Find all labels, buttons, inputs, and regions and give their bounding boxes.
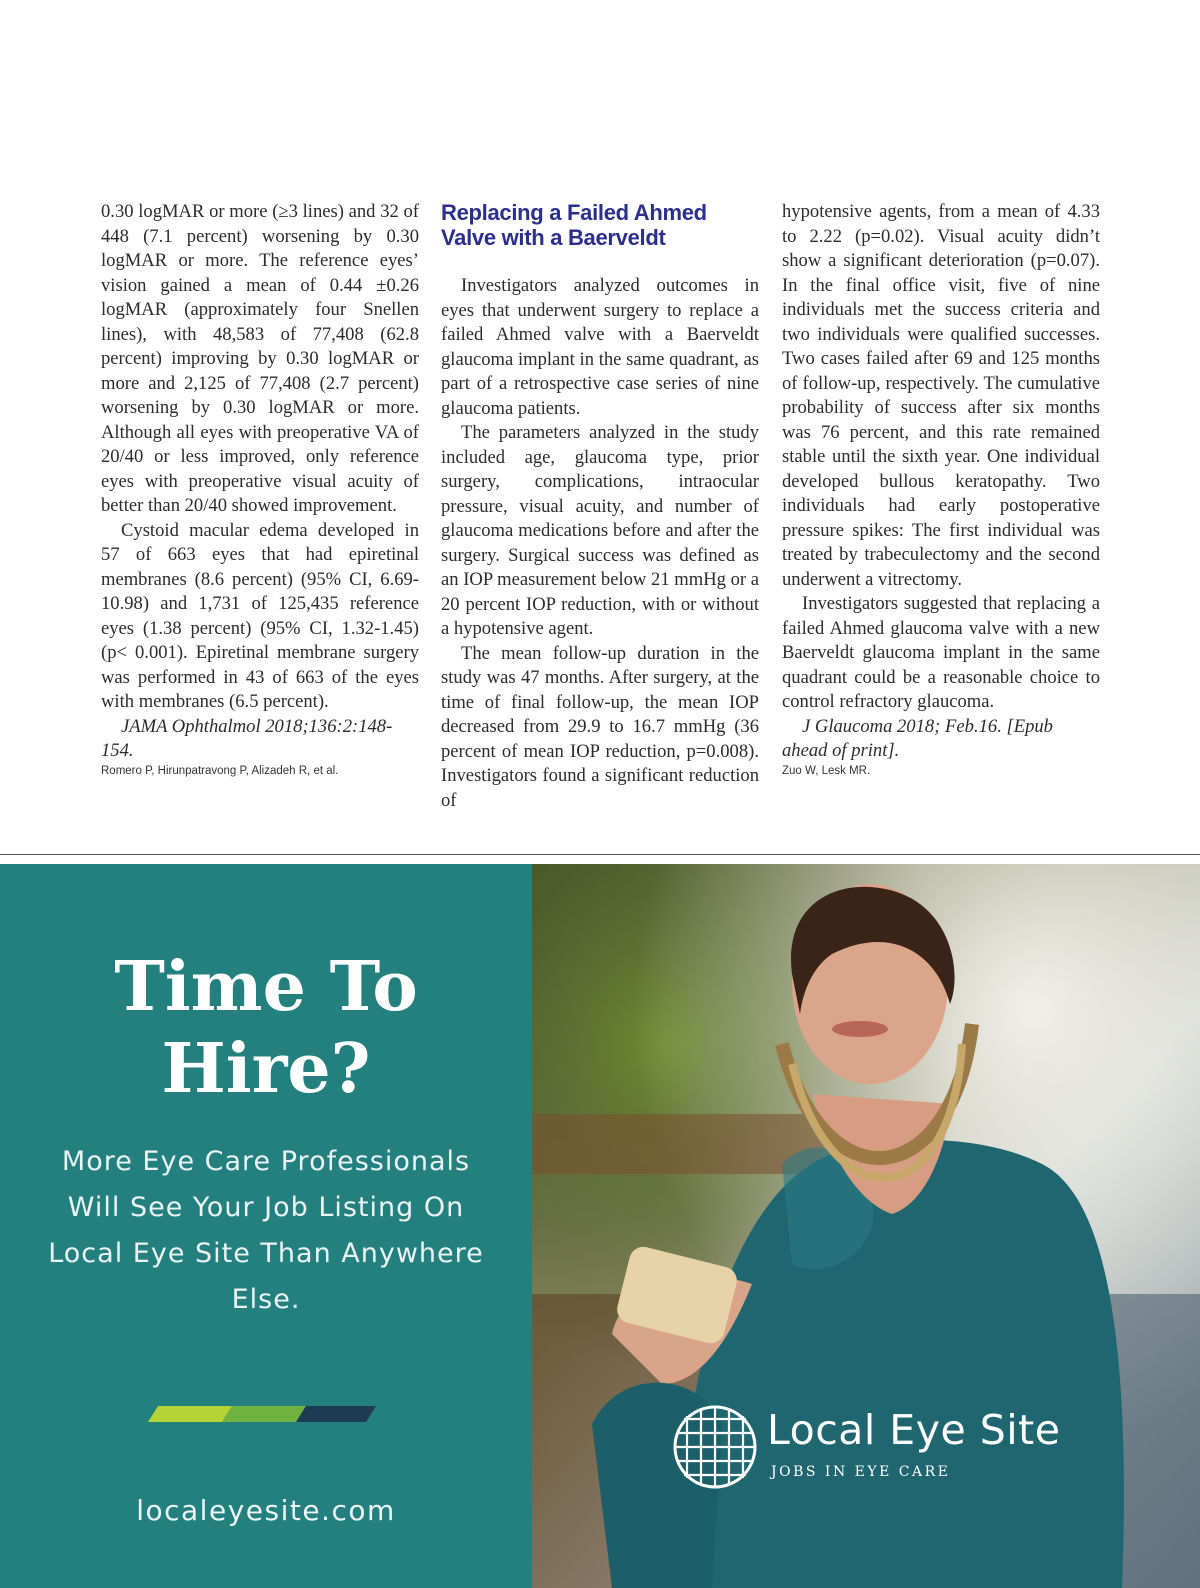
article2-authors: Zuo W, Lesk MR. (782, 764, 871, 777)
article2-headline: Replacing a Failed Ahmed Valve with a Baerveldt (441, 200, 707, 250)
article1-authors: Romero P, Hirunpatravong P, Alizadeh R, et al. (101, 764, 339, 777)
article-column-1 (101, 200, 419, 778)
local-eye-site-logo[interactable] (672, 1404, 1092, 1504)
logo-wordmark: Local Eye Site (767, 1406, 1061, 1454)
article1-citation: JAMA Ophthalmol 2018;136:2:148-154. (101, 715, 393, 761)
ad-heading-line: Time To (114, 947, 418, 1027)
stripe-mid (222, 1406, 306, 1422)
ad-body-text: More Eye Care Professionals Will See Your Job Listing On Local Eye Site Than Anywhere Else. (48, 1146, 484, 1315)
article2-paragraph: The mean follow-up duration in the study was 47 months. After surgery, at the time of final follow-up, the mean IOP decreased from 29.9 to 16.7 mmHg (36 percent of mean IOP reduction, p=0.008). Investigators found a significant reduction of (441, 642, 759, 811)
ad-website-link[interactable]: localeyesite.com (136, 1494, 396, 1527)
ad-text-panel (0, 864, 532, 1588)
article2-paragraph: Investigators analyzed outcomes in eyes that underwent surgery to replace a failed Ahmed valve with a Baerveldt glaucoma implant in the same quadrant, as part of a retrospective case series of nine glaucoma patients. (441, 275, 759, 419)
article1-paragraph: 0.30 logMAR or more (≥3 lines) and 32 of 448 (7.1 percent) worsening by 0.30 logMAR or more. The reference eyes’ vision gained a mean of 0.44 ±0.26 logMAR (approximately four Snellen lines), with 48,583 of 77,408 (62.8 percent) improving by 0.30 logMAR or more and 2,125 of 77,408 (2.7 percent) worsening by 0.30 logMAR or more. Although all eyes with preoperative VA of 20/40 or less improved, only reference eyes with preoperative visual acuity of better than 20/40 showed improvement. (101, 201, 419, 516)
advertisement[interactable] (0, 864, 1200, 1588)
article-column-3 (782, 200, 1100, 778)
stripe-light (148, 1406, 232, 1422)
article2-paragraph: hypotensive agents, from a mean of 4.33 to 2.22 (p=0.02). Visual acuity didn’t show a significant deterioration (p=0.07). In the final office visit, five of nine individuals met the success criteria and two individuals were qualified successes. Two cases failed after 69 and 125 months of follow-up, respectively. The cumulative probability of success after six months was 76 percent, and this rate remained stable until the sixth year. One individual developed bullous keratopathy. Two individuals had early postoperative pressure spikes: The first individual was treated by trabeculectomy and the second underwent a vitrectomy. (782, 201, 1100, 590)
article2-citation: J Glaucoma 2018; Feb.16. [Epub ahead of print]. (782, 715, 1053, 761)
ad-heading (0, 946, 532, 1110)
ad-heading-line: Hire? (161, 1029, 371, 1109)
article1-paragraph: Cystoid macular edema developed in 57 of 663 eyes that had epiretinal membranes (8.6 percent) (95% CI, 6.69-10.98) and 1,731 of 125,435 reference eyes (1.38 percent) (95% CI, 1.32-1.45) (p< 0.001). Epiretinal membrane surgery was performed in 43 of 663 of the eyes with membranes (6.5 percent). (101, 519, 419, 712)
article2-paragraph: Investigators suggested that replacing a failed Ahmed glaucoma valve with a new Baerveldt glaucoma implant in the same quadrant could be a reasonable choice to control refractory glaucoma. (782, 593, 1100, 712)
section-divider (0, 854, 1200, 855)
article-column-2 (441, 200, 759, 813)
decorative-stripes (148, 1406, 376, 1422)
stripe-dark (296, 1406, 376, 1422)
logo-tagline: JOBS IN EYE CARE (771, 1464, 951, 1480)
grid-globe-icon (672, 1404, 758, 1490)
article2-paragraph: The parameters analyzed in the study included age, glaucoma type, prior surgery, complications, intraocular pressure, visual acuity, and number of glaucoma medications before and after the surgery. Surgical success was defined as an IOP measurement below 21 mmHg or a 20 percent IOP reduction, with or without a hypotensive agent. (441, 422, 759, 639)
